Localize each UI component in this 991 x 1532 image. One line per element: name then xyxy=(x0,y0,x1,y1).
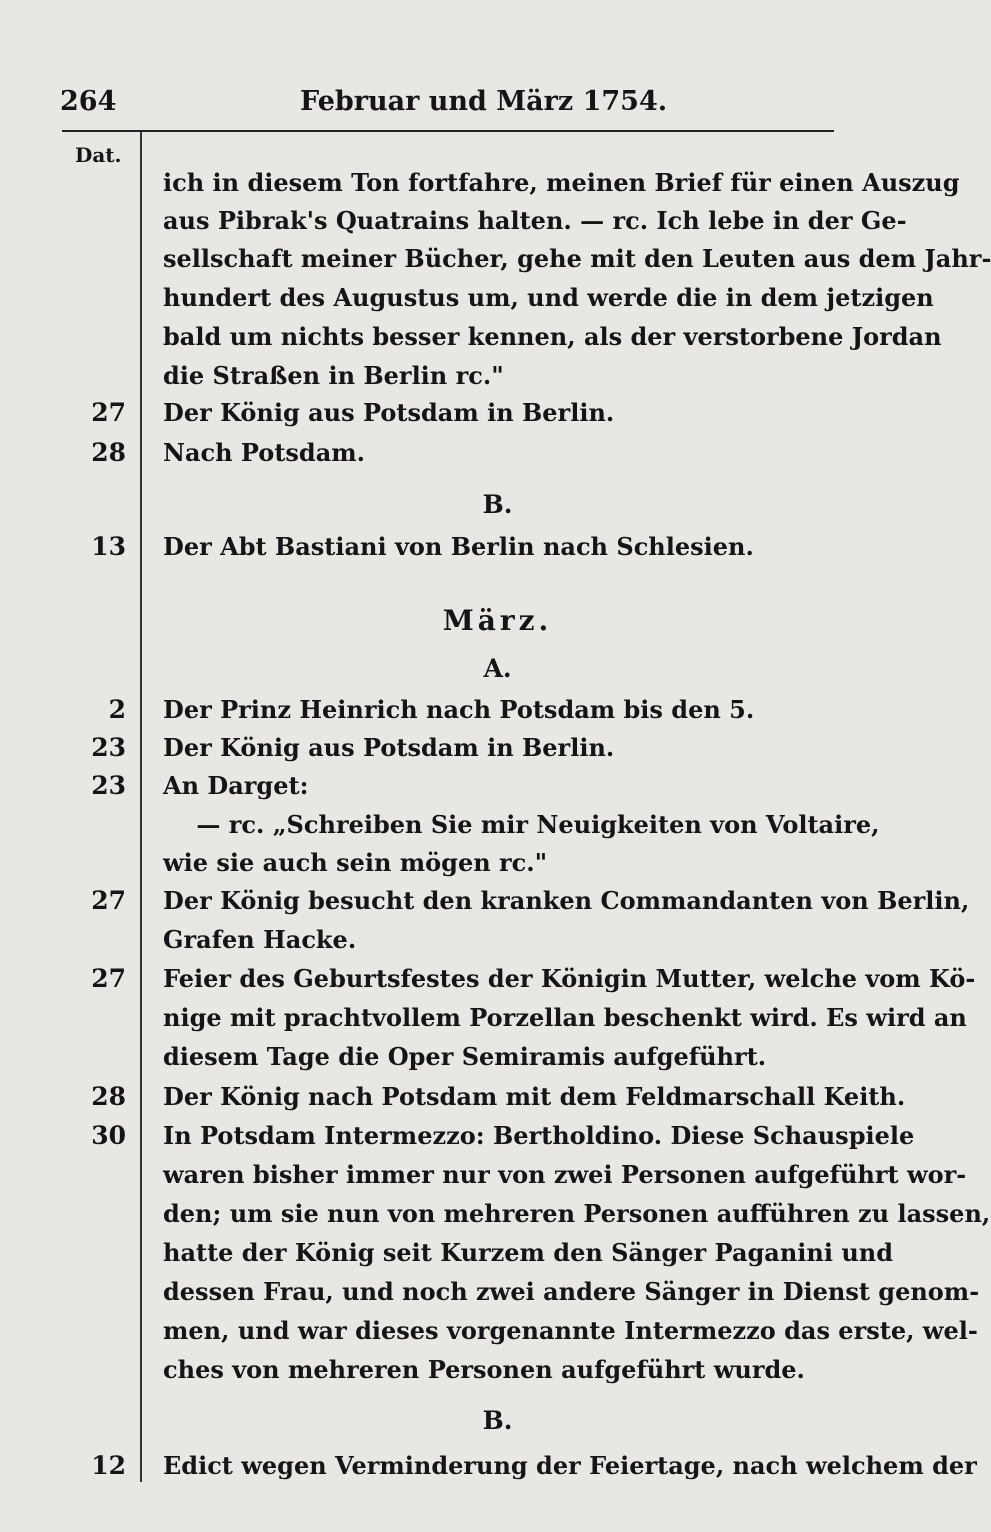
text-line: dessen Frau, und noch zwei andere Sänger in Dienst genom- xyxy=(163,1277,980,1306)
entry-date: 13 xyxy=(91,532,126,561)
text-line: — rc. „Schreiben Sie mir Neuigkeiten von Voltaire, xyxy=(163,810,880,839)
entry-date: 30 xyxy=(91,1121,126,1150)
text-line: hatte der König seit Kurzem den Sänger Paganini und xyxy=(163,1238,893,1267)
text-line: ich in diesem Ton fortfahre, meinen Brief für einen Auszug xyxy=(163,168,960,197)
text-line: men, und war dieses vorgenannte Intermezzo das erste, wel- xyxy=(163,1316,978,1345)
date-column-label: Dat. xyxy=(75,143,122,167)
text-line: Feier des Geburtsfestes der Königin Mutter, welche vom Kö- xyxy=(163,964,976,993)
page-number: 264 xyxy=(60,86,117,117)
text-line: aus Pibrak's Quatrains halten. — rc. Ich lebe in der Ge- xyxy=(163,206,907,235)
text-line: An Darget: xyxy=(163,771,309,800)
text-line: die Straßen in Berlin rc." xyxy=(163,361,504,390)
text-line: Grafen Hacke. xyxy=(163,925,357,954)
entry-date: 23 xyxy=(91,733,126,762)
text-line: Nach Potsdam. xyxy=(163,438,365,467)
page-header xyxy=(60,80,850,130)
text-line: Der König aus Potsdam in Berlin. xyxy=(163,733,615,762)
text-line: bald um nichts besser kennen, als der verstorbene Jordan xyxy=(163,322,942,351)
text-line: Edict wegen Verminderung der Feiertage, nach welchem der xyxy=(163,1451,977,1480)
text-line: hundert des Augustus um, und werde die in dem jetzigen xyxy=(163,283,934,312)
section-heading-b: B. xyxy=(482,1406,513,1435)
entry-date: 27 xyxy=(91,964,126,993)
entry-date: 28 xyxy=(91,1082,126,1111)
entry-date: 12 xyxy=(91,1451,126,1480)
text-line: sellschaft meiner Bücher, gehe mit den Leuten aus dem Jahr- xyxy=(163,244,991,273)
text-line: waren bisher immer nur von zwei Personen aufgeführt wor- xyxy=(163,1160,967,1189)
entry-date: 2 xyxy=(108,695,126,724)
text-line: Der Prinz Heinrich nach Potsdam bis den 5. xyxy=(163,695,755,724)
text-line: Der König besucht den kranken Commandanten von Berlin, xyxy=(163,886,970,915)
section-heading-b: B. xyxy=(482,490,513,519)
section-heading-a: A. xyxy=(483,654,512,683)
text-line: Der Abt Bastiani von Berlin nach Schlesien. xyxy=(163,532,754,561)
text-line: nige mit prachtvollem Porzellan beschenkt wird. Es wird an xyxy=(163,1003,967,1032)
text-line: diesem Tage die Oper Semiramis aufgeführt. xyxy=(163,1042,767,1071)
text-line: ches von mehreren Personen aufgeführt wurde. xyxy=(163,1355,805,1384)
text-line: den; um sie nun von mehreren Personen aufführen zu lassen, xyxy=(163,1199,991,1228)
text-line: In Potsdam Intermezzo: Bertholdino. Diese Schauspiele xyxy=(163,1121,915,1150)
date-column-divider xyxy=(140,132,142,1482)
entry-date: 27 xyxy=(91,398,126,427)
header-rule xyxy=(62,130,834,132)
text-line: Der König nach Potsdam mit dem Feldmarschall Keith. xyxy=(163,1082,906,1111)
entry-date: 23 xyxy=(91,771,126,800)
month-heading: März. xyxy=(442,604,553,637)
entry-date: 28 xyxy=(91,438,126,467)
text-line: wie sie auch sein mögen rc." xyxy=(163,848,548,877)
entry-date: 27 xyxy=(91,886,126,915)
text-line: Der König aus Potsdam in Berlin. xyxy=(163,398,615,427)
running-title: Februar und März 1754. xyxy=(300,86,668,117)
